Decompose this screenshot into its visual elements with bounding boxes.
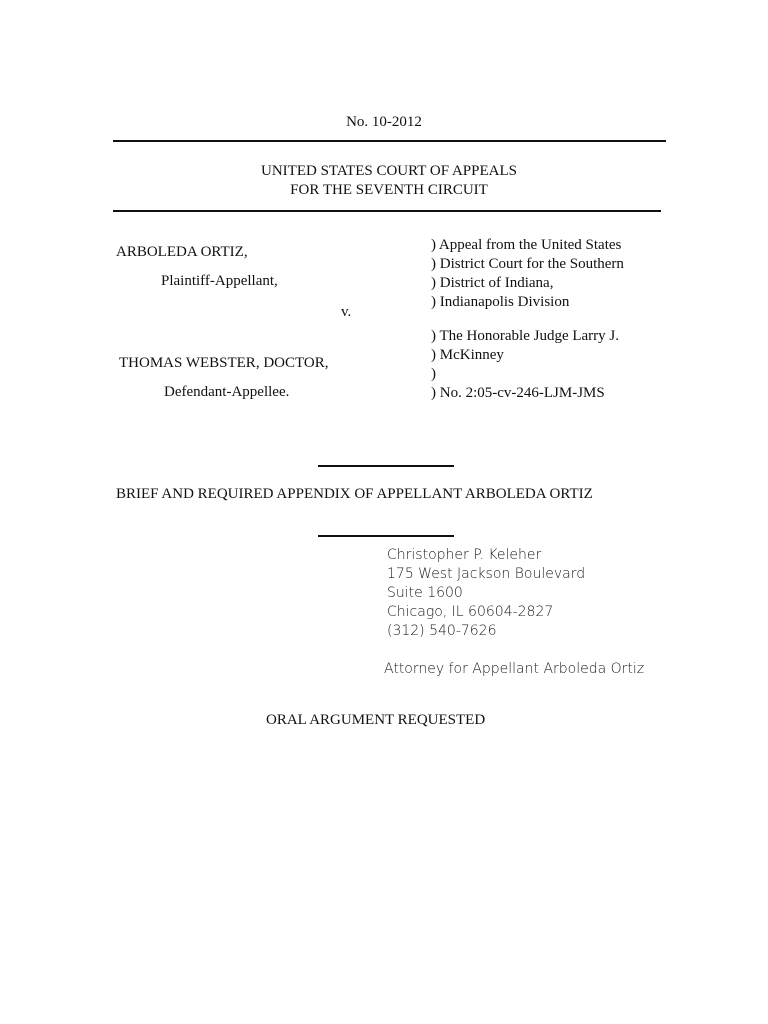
appeal-line: ) District Court for the Southern	[431, 256, 624, 272]
title-rule-bottom	[318, 535, 454, 537]
plaintiff-role: Plaintiff-Appellant,	[161, 273, 278, 289]
brief-title: BRIEF AND REQUIRED APPENDIX OF APPELLANT ARBOLEDA ORTIZ	[116, 486, 593, 502]
appeal-line: ) McKinney	[431, 347, 504, 363]
attorney-address	[387, 546, 585, 641]
appeal-line: ) The Honorable Judge Larry J.	[431, 328, 619, 344]
attorney-line: Christopher P. Keleher	[387, 547, 542, 563]
attorney-line: Suite 1600	[387, 585, 463, 601]
oral-argument-notice: ORAL ARGUMENT REQUESTED	[266, 712, 486, 728]
versus-label: v.	[341, 304, 352, 320]
case-number: No. 10-2012	[346, 114, 422, 130]
defendant-name: THOMAS WEBSTER, DOCTOR,	[119, 355, 329, 371]
appeal-line: ) District of Indiana,	[431, 275, 554, 291]
attorney-role: Attorney for Appellant Arboleda Ortiz	[384, 661, 645, 677]
appeal-line: ) Indianapolis Division	[431, 294, 570, 310]
court-line-1: UNITED STATES COURT OF APPEALS	[261, 163, 517, 179]
appeal-block-2	[431, 327, 619, 403]
appeal-line: ) Appeal from the United States	[431, 237, 622, 253]
appeal-line: ) No. 2:05-cv-246-LJM-JMS	[431, 385, 605, 401]
title-rule-top	[318, 465, 454, 467]
court-divider	[113, 210, 661, 212]
attorney-line: (312) 540-7626	[387, 623, 497, 639]
defendant-role: Defendant-Appellee.	[164, 384, 290, 400]
attorney-line: Chicago, IL 60604-2827	[387, 604, 554, 620]
court-line-2: FOR THE SEVENTH CIRCUIT	[290, 182, 488, 198]
appeal-block-1	[431, 236, 624, 312]
plaintiff-name: ARBOLEDA ORTIZ,	[116, 244, 248, 260]
top-divider	[113, 140, 666, 142]
appeal-line: )	[431, 366, 436, 382]
attorney-line: 175 West Jackson Boulevard	[387, 566, 586, 582]
court-heading	[0, 162, 768, 200]
